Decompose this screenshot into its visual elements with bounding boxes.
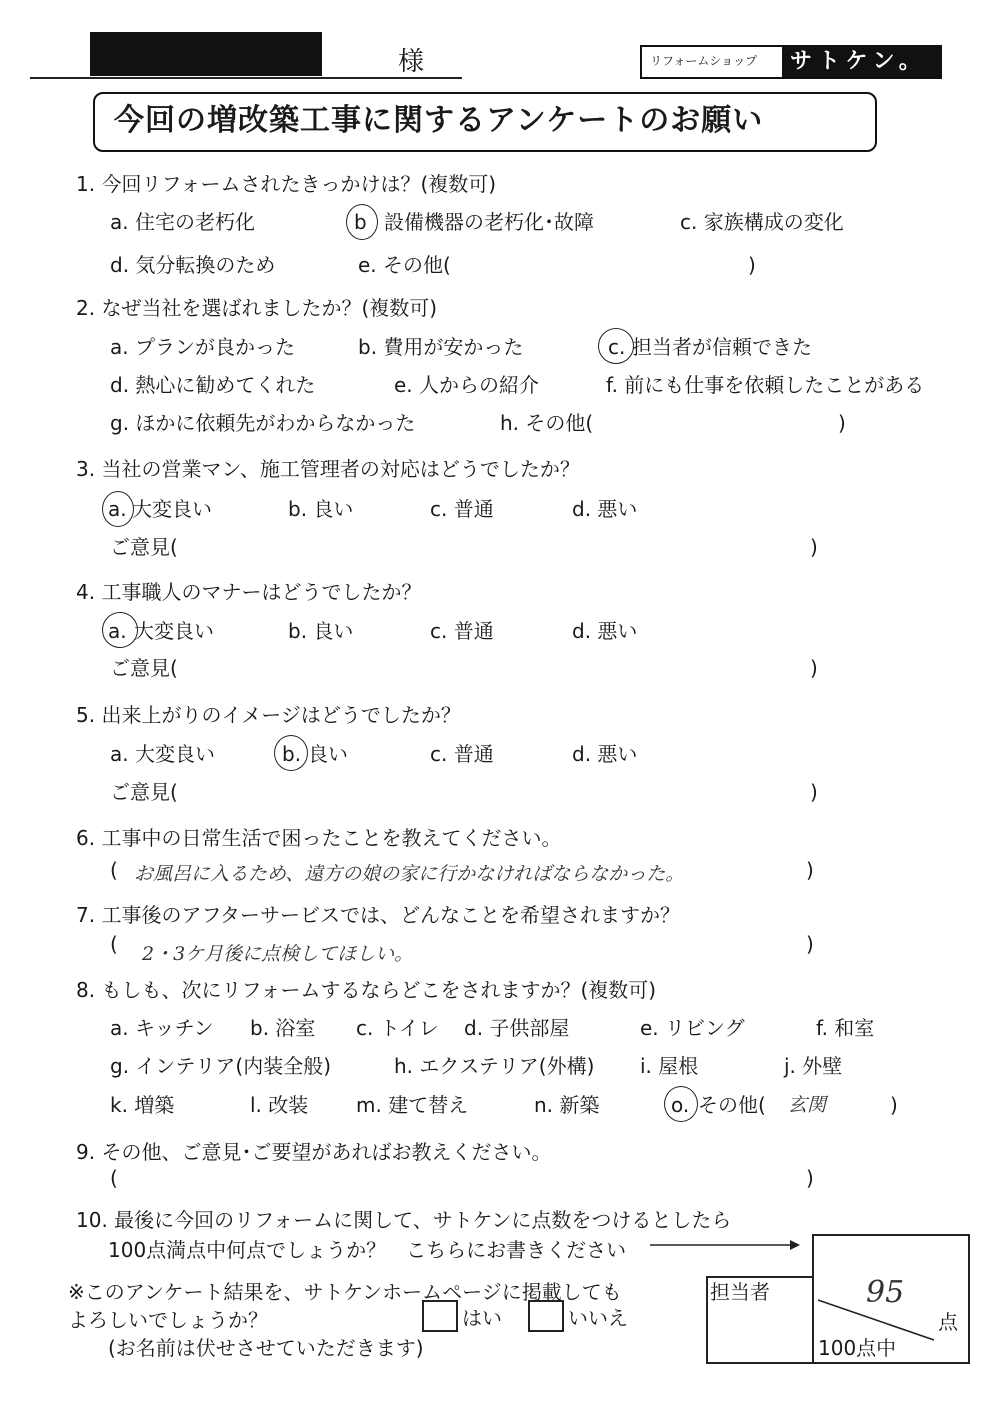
q1-option-e[interactable]: e. その他( (358, 253, 451, 277)
q8-option-e[interactable]: e. リビング (640, 1016, 745, 1040)
q8-option-f[interactable]: f. 和室 (816, 1016, 875, 1040)
q8-option-n[interactable]: n. 新築 (534, 1093, 600, 1117)
q5-opinion-close: ) (810, 780, 818, 804)
q5-option-d[interactable]: d. 悪い (572, 742, 638, 766)
publish-note-line3: (お名前は伏せさせていただきます) (108, 1336, 424, 1360)
publish-note-line1: ※このアンケート結果を、サトケンホームページに掲載しても (68, 1280, 622, 1304)
q4-question: 4. 工事職人のマナーはどうでしたか？ (76, 580, 422, 604)
q4-option-c[interactable]: c. 普通 (430, 619, 494, 643)
q8-option-l[interactable]: l. 改装 (250, 1093, 309, 1117)
q2-option-e[interactable]: e. 人からの紹介 (394, 373, 540, 397)
q8-option-o[interactable]: その他( (698, 1093, 766, 1117)
q7-open-paren: ( (110, 932, 118, 956)
q3-opinion-label[interactable]: ご意見( (110, 535, 178, 559)
q10-question-line2: 100点満点中何点でしょうか？ こちらにお書きください (108, 1238, 627, 1262)
name-underline (30, 77, 462, 79)
q8-option-g[interactable]: g. インテリア(内装全般) (110, 1054, 332, 1078)
score-unit: 点 (938, 1310, 958, 1334)
score-max: 100点中 (818, 1336, 897, 1360)
q7-answer[interactable]: 2・3ケ月後に点検してほしい。 (142, 943, 414, 965)
q8-option-c[interactable]: c. トイレ (356, 1016, 439, 1040)
q2-option-g[interactable]: g. ほかに依頼先がわからなかった (110, 411, 416, 435)
shop-label: リフォームショップ (650, 54, 758, 68)
q1-option-c[interactable]: c. 家族構成の変化 (680, 210, 844, 234)
q7-question: 7. 工事後のアフターサービスでは、どんなことを希望されますか？ (76, 903, 681, 927)
q5-option-c[interactable]: c. 普通 (430, 742, 494, 766)
q3-option-c[interactable]: c. 普通 (430, 497, 494, 521)
yes-checkbox[interactable] (422, 1300, 458, 1332)
q3-option-b[interactable]: b. 良い (288, 497, 354, 521)
q3-option-a-letter[interactable]: a. (108, 497, 127, 521)
q1-option-d[interactable]: d. 気分転換のため (110, 253, 276, 277)
q8-option-d[interactable]: d. 子供部屋 (464, 1016, 570, 1040)
q4-option-a[interactable]: 大変良い (134, 619, 214, 643)
q2-option-a[interactable]: a. プランが良かった (110, 335, 295, 359)
q9-question: 9. その他、ご意見･ご要望があればお教えください。 (76, 1140, 552, 1164)
page-title: 今回の増改築工事に関するアンケートのお願い (114, 103, 764, 138)
q8-option-o-answer[interactable]: 玄関 (788, 1094, 827, 1116)
q8-option-m[interactable]: m. 建て替え (356, 1093, 469, 1117)
q3-question: 3. 当社の営業マン、施工管理者の対応はどうでしたか？ (76, 457, 580, 481)
q8-option-k[interactable]: k. 増築 (110, 1093, 175, 1117)
q6-answer[interactable]: お風呂に入るため、遠方の娘の家に行かなければならなかった。 (134, 863, 685, 885)
q8-option-i[interactable]: i. 屋根 (640, 1054, 699, 1078)
shop-name-box (782, 47, 940, 77)
no-label: いいえ (568, 1306, 628, 1330)
q8-option-h[interactable]: h. エクステリア(外構) (394, 1054, 595, 1078)
q4-opinion-close: ) (810, 656, 818, 680)
shop-logo (640, 45, 942, 79)
q7-close-paren: ) (806, 932, 814, 956)
q6-close-paren: ) (806, 858, 814, 882)
q4-option-d[interactable]: d. 悪い (572, 619, 638, 643)
q1-option-b-letter[interactable]: b (354, 210, 367, 234)
q8-question: 8. もしも、次にリフォームするならどこをされますか？(複数可) (76, 978, 657, 1002)
q4-opinion-label[interactable]: ご意見( (110, 656, 178, 680)
q5-question: 5. 出来上がりのイメージはどうでしたか？ (76, 703, 461, 727)
q1-option-b[interactable]: 設備機器の老朽化･故障 (384, 210, 594, 234)
q2-option-d[interactable]: d. 熱心に勧めてくれた (110, 373, 316, 397)
q2-option-b[interactable]: b. 費用が安かった (358, 335, 524, 359)
honorific: 様 (398, 47, 425, 77)
q2-question: 2. なぜ当社を選ばれましたか？(複数可) (76, 296, 438, 320)
q5-option-a[interactable]: a. 大変良い (110, 742, 215, 766)
q6-open-paren: ( (110, 858, 118, 882)
q2-option-h[interactable]: h. その他( (500, 411, 594, 435)
q4-option-a-letter[interactable]: a. (108, 619, 127, 643)
score-value[interactable]: 95 (866, 1275, 905, 1310)
arrow-right-icon (650, 1238, 800, 1252)
q1-question: 1. 今回リフォームされたきっかけは？(複数可) (76, 172, 497, 196)
q2-option-h-close: ) (838, 411, 846, 435)
q8-option-a[interactable]: a. キッチン (110, 1016, 214, 1040)
q3-option-a[interactable]: 大変良い (132, 497, 212, 521)
q5-option-b-letter[interactable]: b. (282, 742, 302, 766)
q9-close-paren: ) (806, 1166, 814, 1190)
q1-option-a[interactable]: a. 住宅の老朽化 (110, 210, 255, 234)
q8-option-b[interactable]: b. 浴室 (250, 1016, 316, 1040)
q2-option-f[interactable]: f. 前にも仕事を依頼したことがある (606, 373, 925, 397)
q6-question: 6. 工事中の日常生活で困ったことを教えてください。 (76, 826, 562, 850)
q2-option-c-letter[interactable]: c. (608, 335, 626, 359)
publish-note-line2: よろしいでしょうか？ (68, 1308, 268, 1332)
yes-label: はい (462, 1306, 502, 1330)
q8-option-o-close: ) (890, 1093, 898, 1117)
q10-question: 10. 最後に今回のリフォームに関して、サトケンに点数をつけるとしたら (76, 1208, 732, 1232)
q3-opinion-close: ) (810, 535, 818, 559)
q1-option-e-close: ) (748, 253, 756, 277)
q9-open-paren[interactable]: ( (110, 1166, 118, 1190)
q8-option-j[interactable]: j. 外壁 (784, 1054, 843, 1078)
q3-option-d[interactable]: d. 悪い (572, 497, 638, 521)
no-checkbox[interactable] (528, 1300, 564, 1332)
q5-opinion-label[interactable]: ご意見( (110, 780, 178, 804)
shop-name: サトケン。 (790, 49, 927, 74)
q8-option-o-letter[interactable]: o. (671, 1093, 690, 1117)
q4-option-b[interactable]: b. 良い (288, 619, 354, 643)
staff-label: 担当者 (710, 1280, 770, 1304)
q5-option-b[interactable]: 良い (308, 742, 348, 766)
redacted-name-block (90, 32, 322, 76)
q2-option-c[interactable]: 担当者が信頼できた (632, 335, 812, 359)
